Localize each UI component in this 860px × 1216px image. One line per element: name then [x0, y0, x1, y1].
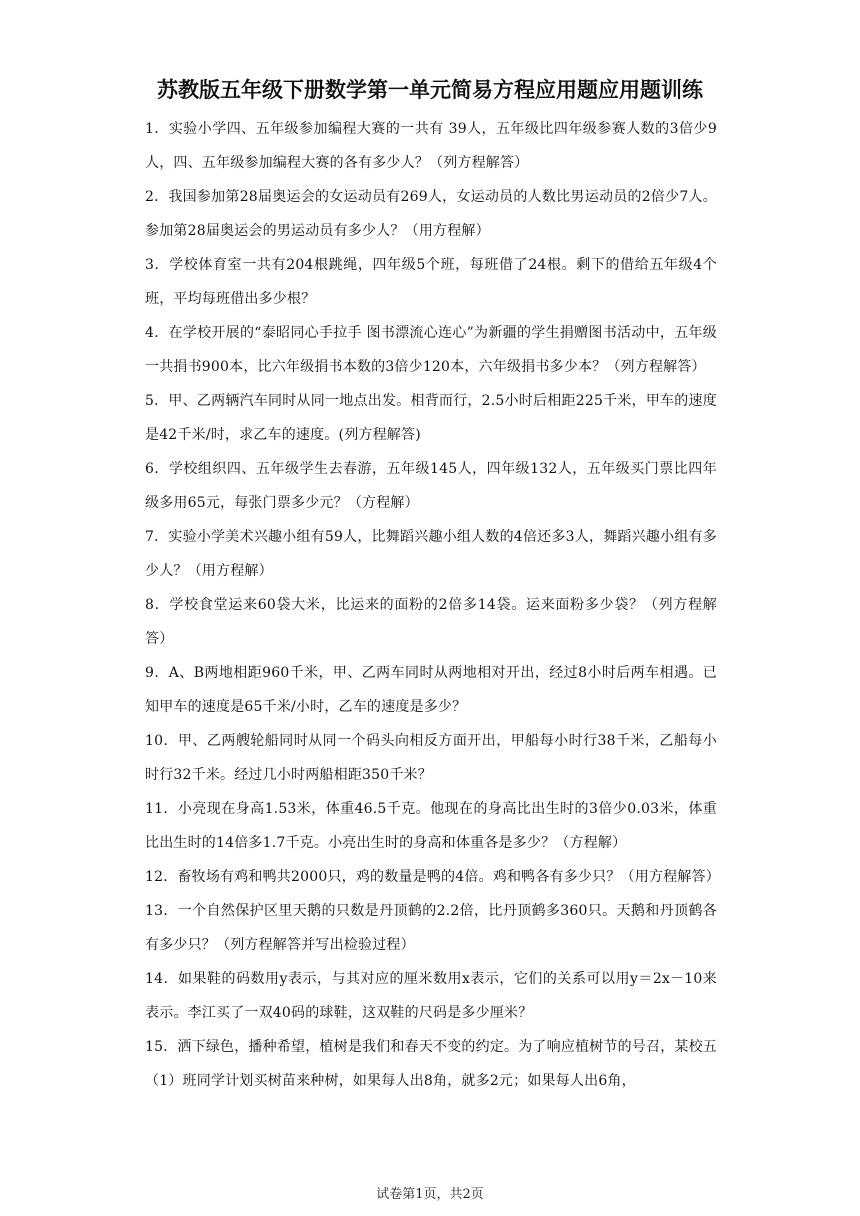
question-8: 8．学校食堂运来60袋大米，比运来的面粉的2倍多14袋。运来面粉多少袋？（列方程解答） — [145, 597, 717, 647]
question-list — [145, 112, 720, 1098]
question-1: 1．实验小学四、五年级参加编程大赛的一共有 39人，五年级比四年级参赛人数的3倍少9人，四、五年级参加编程大赛的各有多少人？（列方程解答） — [145, 121, 717, 171]
question-4: 4．在学校开展的“泰昭同心手拉手 图书漂流心连心”为新疆的学生捐赠图书活动中，五年级一共捐书900本，比六年级捐书本数的3倍少120本，六年级捐书多少本？（列方程解答） — [145, 325, 717, 375]
question-3: 3．学校体育室一共有204根跳绳，四年级5个班，每班借了24根。剩下的借给五年级4个班，平均每班借出多少根？ — [145, 257, 717, 307]
question-9: 9．A、B两地相距960千米，甲、乙两车同时从两地相对开出，经过8小时后两车相遇。已知甲车的速度是65千米/小时，乙车的速度是多少？ — [145, 665, 717, 715]
document-title: 苏教版五年级下册数学第一单元简易方程应用题应用题训练 — [157, 78, 703, 102]
question-2: 2．我国参加第28届奥运会的女运动员有269人，女运动员的人数比男运动员的2倍少7人。参加第28届奥运会的男运动员有多少人？（用方程解） — [145, 189, 717, 239]
page-footer: 试卷第1页，共2页 — [376, 1187, 484, 1202]
question-10: 10．甲、乙两艘轮船同时从同一个码头向相反方面开出，甲船每小时行38千米，乙船每小时行32千米。经过几小时两船相距350千米？ — [145, 733, 717, 783]
question-5: 5．甲、乙两辆汽车同时从同一地点出发。相背而行，2.5小时后相距225千米，甲车的速度是42千米/时，求乙车的速度。(列方程解答) — [145, 393, 717, 443]
question-12: 12．畜牧场有鸡和鸭共2000只，鸡的数量是鸭的4倍。鸡和鸭各有多少只？（用方程解答） — [145, 869, 720, 885]
question-11: 11．小亮现在身高1.53米，体重46.5千克。他现在的身高比出生时的3倍少0.03米，体重比出生时的14倍多1.7千克。小亮出生时的身高和体重各是多少？（方程解） — [145, 801, 717, 851]
question-6: 6．学校组织四、五年级学生去春游，五年级145人，四年级132人，五年级买门票比四年级多用65元，每张门票多少元？（方程解） — [145, 461, 717, 511]
question-14: 14．如果鞋的码数用y表示，与其对应的厘米数用x表示，它们的关系可以用y＝2x－10来表示。李江买了一双40码的球鞋，这双鞋的尺码是多少厘米？ — [145, 971, 717, 1021]
question-7: 7．实验小学美术兴趣小组有59人，比舞蹈兴趣小组人数的4倍还多3人，舞蹈兴趣小组有多少人？（用方程解） — [145, 529, 717, 579]
question-13: 13．一个自然保护区里天鹅的只数是丹顶鹤的2.2倍，比丹顶鹤多360只。天鹅和丹顶鹤各有多少只？（列方程解答并写出检验过程） — [145, 903, 717, 953]
question-15: 15．洒下绿色，播种希望，植树是我们和春天不变的约定。为了响应植树节的号召，某校五（1）班同学计划买树苗来种树，如果每人出8角，就多2元；如果每人出6角， — [145, 1039, 718, 1089]
